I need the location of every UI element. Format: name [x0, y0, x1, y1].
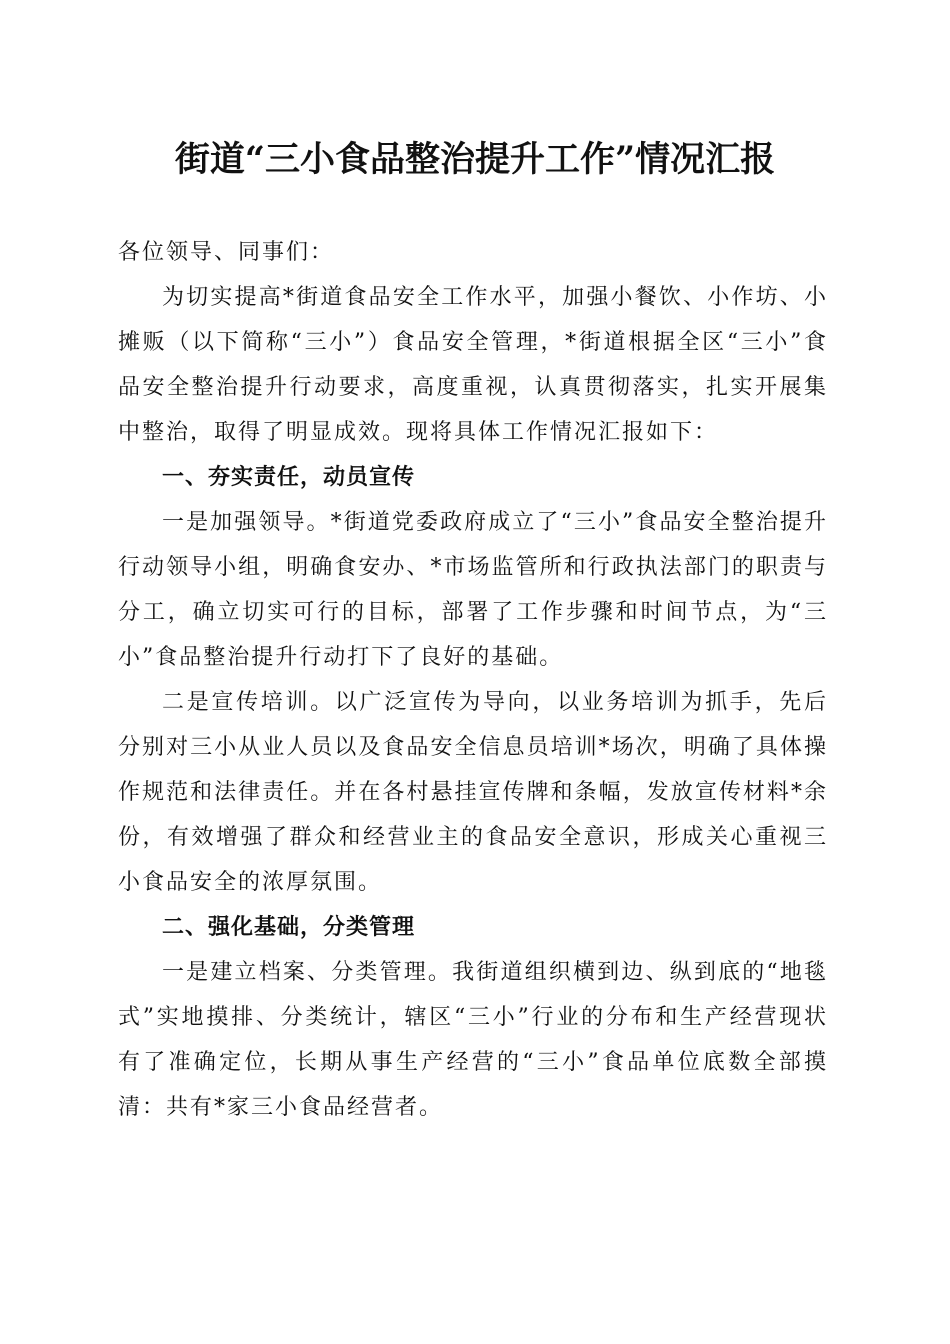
document-body — [118, 230, 828, 1130]
section-heading-2: 二、强化基础，分类管理 — [162, 915, 416, 940]
section-1-paragraph-2: 二是宣传培训。以广泛宣传为导向，以业务培训为抓手，先后分别对三小从业人员以及食品安全信息员培训*场次，明确了具体操作规范和法律责任。并在各村悬挂宣传牌和条幅，发放宣传材料*余份，有效增强了群众和经营业主的食品安全意识，形成关心重视三小食品安全的浓厚氛围。 — [118, 690, 828, 895]
salutation: 各位领导、同事们： — [118, 240, 335, 265]
section-1-paragraph-1: 一是加强领导。*街道党委政府成立了“三小”食品安全整治提升行动领导小组，明确食安办、*市场监管所和行政执法部门的职责与分工，确立切实可行的目标，部署了工作步骤和时间节点，为“三小”食品整治提升行动打下了良好的基础。 — [118, 510, 828, 670]
document-title: 街道“三小食品整治提升工作”情况汇报 — [174, 139, 776, 180]
section-heading-1: 一、夯实责任，动员宣传 — [162, 465, 416, 490]
section-2-paragraph-1: 一是建立档案、分类管理。我街道组织横到边、纵到底的“地毯式”实地摸排、分类统计，辖区“三小”行业的分布和生产经营现状有了准确定位，长期从事生产经营的“三小”食品单位底数全部摸清：共有*家三小食品经营者。 — [118, 960, 828, 1120]
intro-paragraph: 为切实提高*街道食品安全工作水平，加强小餐饮、小作坊、小摊贩（以下简称“三小”）食品安全管理，*街道根据全区“三小”食品安全整治提升行动要求，高度重视，认真贯彻落实，扎实开展集中整治，取得了明显成效。现将具体工作情况汇报如下： — [118, 285, 828, 445]
